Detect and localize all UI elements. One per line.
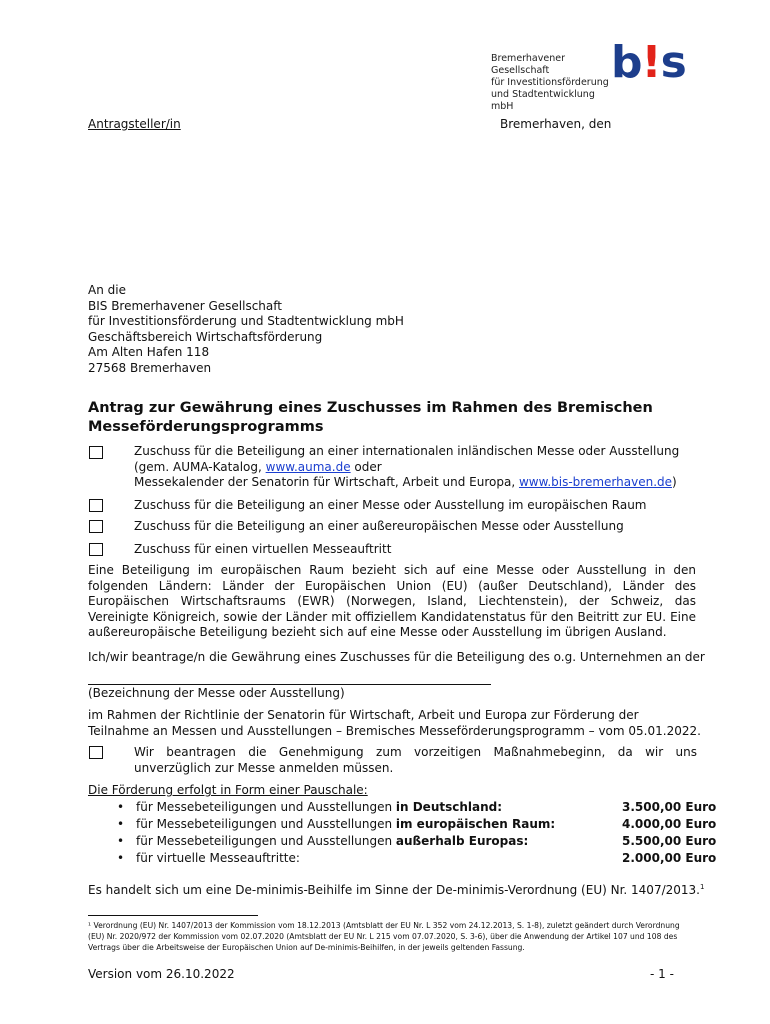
option-domestic-fair (134, 444, 694, 491)
address-line: BIS Bremerhavener Gesellschaft (88, 298, 282, 313)
logo-line: für Investitionsförderung (491, 77, 609, 88)
logo-company-name (491, 53, 611, 113)
checkbox-european-fair[interactable] (89, 499, 103, 512)
checkbox-early-start[interactable] (89, 746, 103, 759)
checkbox-domestic-fair[interactable] (89, 446, 103, 459)
logo-s: s (660, 37, 686, 88)
guideline-line: Teilnahme an Messen und Ausstellungen – Bremisches Messeförderungsprogramm – vom 05.01.2022. (88, 723, 701, 738)
fair-name-line (88, 684, 491, 685)
address-line: 27568 Bremerhaven (88, 360, 212, 375)
address-block (88, 283, 404, 376)
version-label: Version vom 26.10.2022 (88, 967, 235, 981)
flat-rate-amount: 2.000,00 Euro (622, 851, 717, 865)
bullet: • (117, 851, 125, 865)
logo-line: Bremerhavener Gesellschaft (491, 53, 565, 76)
bullet: • (117, 834, 125, 848)
logo-line: und Stadtentwicklung mbH (491, 89, 595, 112)
flat-rate-text: für Messebeteiligungen und Ausstellungen (136, 834, 396, 848)
de-minimis-text: Es handelt sich um eine De-minimis-Beihilfe im Sinne der De-minimis-Verordnung (EU) Nr. 1407/2013. (88, 883, 700, 897)
flat-rate-amount: 5.500,00 Euro (622, 834, 717, 848)
title-line-1: Antrag zur Gewährung eines Zuschusses im Rahmen des Bremischen (88, 400, 653, 416)
flat-rate-region: in Deutschland: (395, 800, 503, 814)
address-line: für Investitionsförderung und Stadtentwicklung mbH (88, 314, 404, 328)
flat-rate-list (117, 800, 717, 868)
footnote-separator (88, 915, 258, 916)
auma-link[interactable]: www.auma.de (265, 459, 351, 474)
request-sentence: Ich/wir beantrage/n die Gewährung eines Zuschusses für die Beteiligung des o.g. Unternehmen an der (88, 650, 705, 664)
de-minimis-sentence (88, 880, 704, 899)
early-start-text: Wir beantragen die Genehmigung zum vorzeitigen Maßnahmebeginn, da wir uns unverzüglich zur Messe anmelden müssen. (134, 745, 697, 775)
guideline-line: im Rahmen der Richtlinie der Senatorin für Wirtschaft, Arbeit und Europa zur Förderung der (88, 708, 639, 722)
option-text-part: ) (672, 475, 677, 489)
flat-rate-label (136, 851, 300, 867)
flat-rate-item (117, 834, 717, 851)
option-text (134, 475, 694, 491)
address-line: An die (88, 283, 126, 297)
flat-rate-label (136, 817, 555, 833)
flat-rate-heading: Die Förderung erfolgt in Form einer Pauschale: (88, 783, 368, 797)
footnote-reference: 1 (699, 883, 705, 891)
bullet: • (117, 800, 125, 814)
option-european-fair: Zuschuss für die Beteiligung an einer Messe oder Ausstellung im europäischen Raum (134, 498, 647, 512)
option-text-part: (gem. AUMA-Katalog, (134, 459, 266, 474)
flat-rate-text: für Messebeteiligungen und Ausstellungen (136, 817, 396, 831)
footnote-text: ¹ Verordnung (EU) Nr. 1407/2013 der Kommission vom 18.12.2013 (Amtsblatt der EU Nr. L 352 vom 24.12.2013, S. 1-8), zuletzt geändert durch Verordnung (EU) Nr. 2020/972 der Kommission vom 02.07.2020 (Amtsblatt der EU Nr. L 215 vom 07.07.2020, S. 3-6), über die Anwendung der Artikel 107 und 108 des Vertrags über die Arbeitsweise der Europäischen Union auf De-minimis-Beihilfen, in der jeweils geltenden Fassung. (88, 921, 680, 952)
flat-rate-amount: 4.000,00 Euro (622, 817, 717, 831)
bis-logo (611, 38, 686, 88)
option-virtual-fair: Zuschuss für einen virtuellen Messeauftritt (134, 542, 392, 556)
flat-rate-item (117, 817, 717, 834)
document-title (88, 399, 653, 437)
flat-rate-text: für virtuelle Messeauftritte: (136, 851, 300, 865)
address-line: Am Alten Hafen 118 (88, 345, 210, 359)
place-date-label: Bremerhaven, den (500, 117, 612, 131)
address-line: Geschäftsbereich Wirtschaftsförderung (88, 329, 323, 344)
option-text (134, 460, 694, 476)
flat-rate-label (136, 800, 502, 816)
checkbox-virtual-fair[interactable] (89, 543, 103, 556)
option-text-part: Messekalender der Senatorin für Wirtschaft, Arbeit und Europa, (134, 475, 519, 489)
bullet: • (117, 817, 125, 831)
logo-exclamation: ! (641, 37, 661, 88)
page-number: - 1 - (650, 967, 674, 981)
flat-rate-amount: 3.500,00 Euro (622, 800, 717, 814)
flat-rate-text: für Messebeteiligungen und Ausstellungen (136, 800, 396, 814)
flat-rate-region: im europäischen Raum: (395, 817, 556, 831)
logo-b: b (611, 37, 642, 88)
option-non-european-fair: Zuschuss für die Beteiligung an einer außereuropäischen Messe oder Ausstellung (134, 519, 624, 533)
option-text: Zuschuss für die Beteiligung an einer internationalen inländischen Messe oder Ausstellung (134, 444, 680, 458)
bis-link[interactable]: www.bis-bremerhaven.de (518, 475, 673, 489)
title-line-2: Messeförderungsprogramms (88, 419, 324, 435)
guideline-text (88, 708, 701, 739)
flat-rate-label (136, 834, 528, 850)
fair-name-caption: (Bezeichnung der Messe oder Ausstellung) (88, 686, 345, 700)
checkbox-non-european-fair[interactable] (89, 520, 103, 533)
flat-rate-item (117, 800, 717, 817)
flat-rate-region: außerhalb Europas: (395, 834, 529, 848)
flat-rate-item (117, 851, 717, 868)
option-text-part: oder (350, 459, 382, 474)
applicant-label: Antragsteller/in (88, 117, 181, 131)
definition-paragraph: Eine Beteiligung im europäischen Raum bezieht sich auf eine Messe oder Ausstellung in den folgenden Ländern: Länder der Europäischen Union (EU) (außer Deutschland), Länder des Europäischen Wirtschaftsraums (EWR) (Norwegen, Island, Liechtenstein), der Schweiz, das Vereinigte Königreich, sowie der Länder mit offiziellem Kandidatenstatus für den Beitritt zur EU. Eine außereuropäische Beteiligung bezieht sich auf eine Messe oder Ausstellung im übrigen Ausland. (88, 563, 696, 639)
